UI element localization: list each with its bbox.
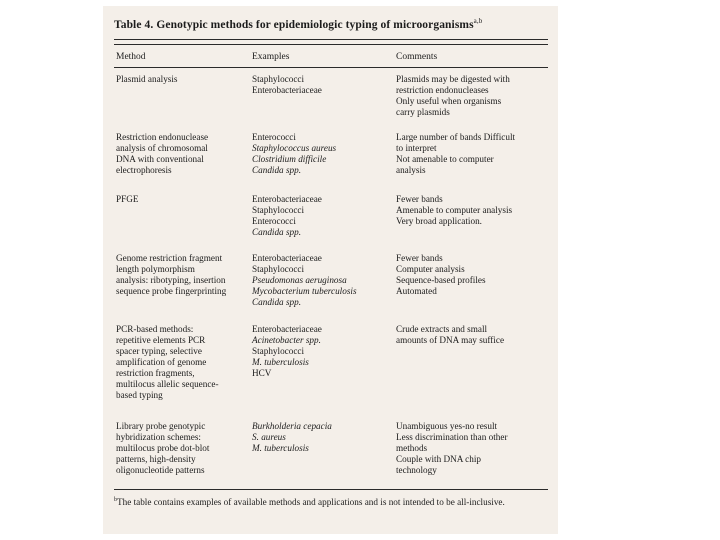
example-item: Staphylococci — [252, 205, 305, 215]
example-item: Candida spp. — [252, 165, 302, 175]
table-title: Table 4. Genotypic methods for epidemiologic typing of microorganisms$^{a,b}$ — [114, 17, 483, 31]
example-item: Mycobacterium tuberculosis — [252, 286, 357, 296]
table-footnote: $^b$The table contains examples of available methods and applications and is not intended to be all-inclusive. — [114, 497, 505, 508]
top-rule-double — [114, 44, 548, 45]
example-item: S. aureus — [252, 432, 286, 442]
example-item: Candida spp. — [252, 297, 302, 307]
example-item: Enterobacteriaceae — [252, 194, 322, 204]
method-cell: Library probe genotypic hybridization schemes: multilocus probe dot-blot patterns, high-density oligonucleotide patterns — [116, 421, 210, 475]
examples-cell — [252, 253, 394, 308]
example-item: Staphylococci — [252, 74, 305, 84]
example-item: Pseudomonas aeruginosa — [252, 275, 347, 285]
example-item: Enterococci — [252, 132, 296, 142]
bottom-rule — [114, 489, 548, 490]
examples-cell — [252, 324, 394, 379]
example-item: Burkholderia cepacia — [252, 421, 332, 431]
example-item: Enterobacteriaceae — [252, 253, 322, 263]
examples-cell — [252, 132, 394, 176]
example-item: Acinetobacter spp. — [252, 335, 321, 345]
header-comments: Comments — [396, 52, 438, 62]
comments-cell: Plasmids may be digested with restriction endonucleases Only useful when organisms carry plasmids — [396, 74, 510, 117]
method-cell: PFGE — [116, 194, 139, 204]
example-item: HCV — [252, 368, 272, 378]
comments-cell: Fewer bands Amenable to computer analysis Very broad application. — [396, 194, 513, 226]
comments-cell: Crude extracts and small amounts of DNA may suffice — [396, 324, 505, 345]
comments-cell: Unambiguous yes-no result Less discrimination than other methods Couple with DNA chip technology — [396, 421, 508, 475]
method-cell: Plasmid analysis — [116, 74, 178, 84]
title-superscript: a,b — [473, 17, 483, 25]
header-method: Method — [116, 52, 146, 62]
method-cell: PCR-based methods: repetitive elements PCR spacer typing, selective amplification of genome restriction fragments, multilocus allelic sequence- based typing — [116, 324, 219, 400]
example-item: M. tuberculosis — [252, 443, 309, 453]
examples-cell — [252, 194, 394, 238]
comments-cell: Large number of bands Difficult to interpret Not amenable to computer analysis — [396, 132, 516, 175]
example-item: Candida spp. — [252, 227, 302, 237]
scanned-page — [103, 6, 558, 534]
examples-cell — [252, 74, 394, 96]
comments-cell: Fewer bands Computer analysis Sequence-based profiles Automated — [396, 253, 486, 296]
top-rule — [114, 39, 548, 40]
example-item: M. tuberculosis — [252, 357, 309, 367]
example-item: Clostridium difficile — [252, 154, 327, 164]
method-cell: Restriction endonuclease analysis of chromosomal DNA with conventional electrophoresis — [116, 132, 209, 175]
header-rule — [114, 67, 548, 68]
example-item: Staphylococcus aureus — [252, 143, 337, 153]
example-item: Enterococci — [252, 216, 296, 226]
header-examples: Examples — [252, 52, 290, 62]
examples-cell — [252, 421, 394, 454]
example-item: Enterobacteriaceae — [252, 85, 322, 95]
example-item: Staphylococci — [252, 264, 305, 274]
example-item: Enterobacteriaceae — [252, 324, 322, 334]
footnote-marker: b — [114, 497, 117, 503]
example-item: Staphylococci — [252, 346, 305, 356]
method-cell: Genome restriction fragment length polymorphism analysis: ribotyping, insertion sequence probe fingerprinting — [116, 253, 227, 296]
